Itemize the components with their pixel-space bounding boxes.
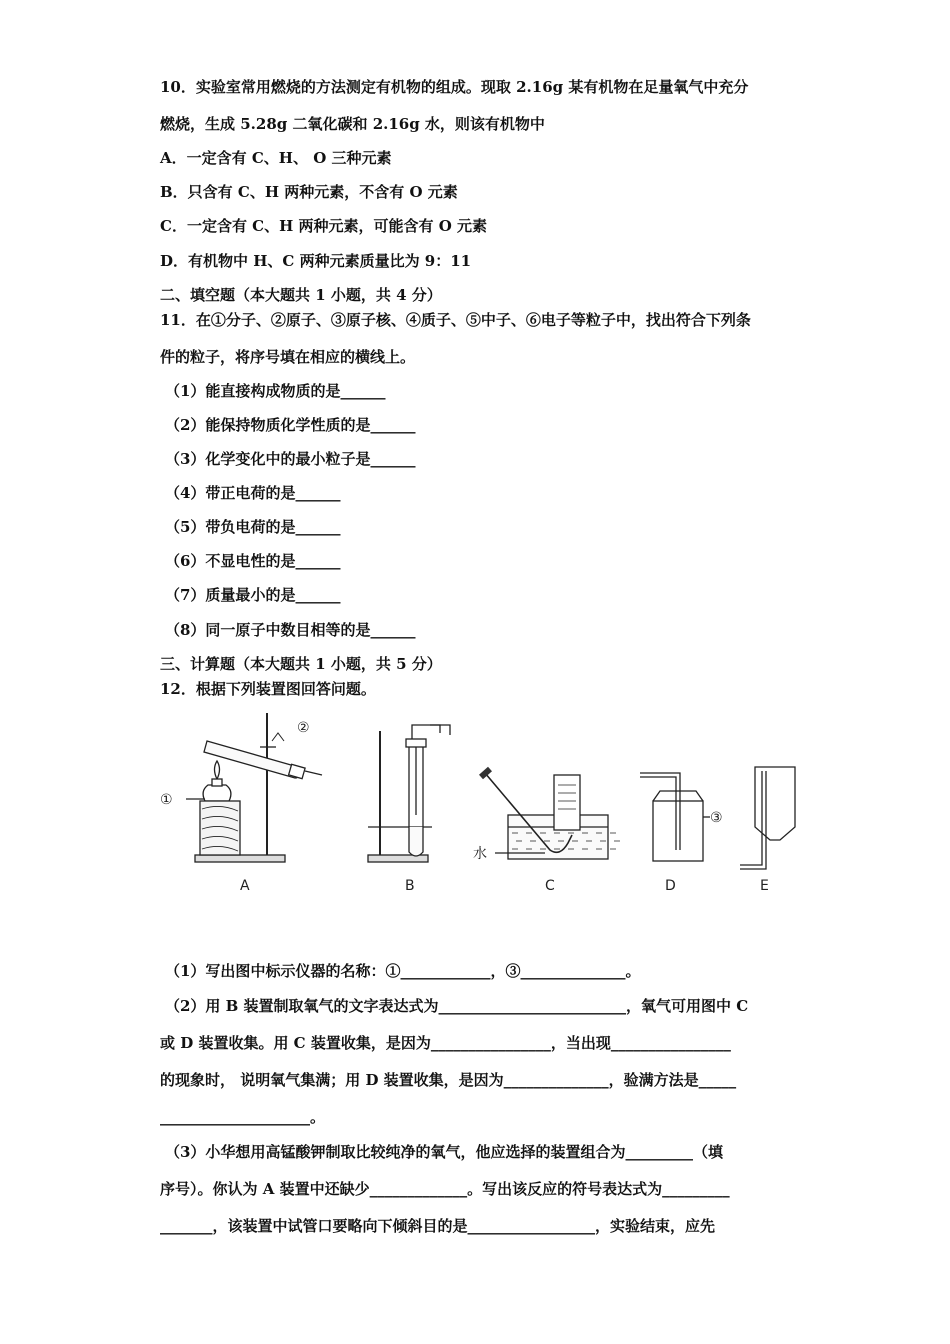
- leader-line: [305, 771, 322, 775]
- q11-item: （8）同一原子中数目相等的是______: [165, 621, 416, 639]
- q12-part2-line4: ____________________。: [160, 1108, 326, 1126]
- section3-heading: 三、计算题（本大题共 1 小题，共 5 分）: [160, 655, 442, 673]
- apparatus-figure: [150, 705, 810, 900]
- q12-part3-line1: （3）小华想用高锰酸钾制取比较纯净的氧气，他应选择的装置组合为_________（填: [165, 1143, 723, 1161]
- label-d: D: [665, 878, 676, 894]
- apparatus-b: [368, 725, 450, 862]
- q11-item: （5）带负电荷的是______: [165, 518, 341, 536]
- q12-title: 12．根据下列装置图回答问题。: [160, 680, 376, 698]
- q12-part3-line2: 序号）。你认为 A 装置中还缺少_____________。写出该反应的符号表达式为_________: [160, 1180, 730, 1198]
- q12-part2-line3: 的现象时， 说明氧气集满；用 D 装置收集，是因为______________，验满方法是_____: [160, 1071, 737, 1089]
- q10-option-a: A．一定含有 C、H、 O 三种元素: [160, 149, 392, 167]
- apparatus-c: [481, 769, 620, 859]
- marker-2: ②: [297, 720, 310, 736]
- q10-option-b: B．只含有 C、H 两种元素，不含有 O 元素: [160, 183, 458, 201]
- label-e: E: [760, 878, 769, 894]
- q12-part2-line2: 或 D 装置收集。用 C 装置收集，是因为________________，当出现________________: [160, 1034, 731, 1052]
- marker-3: ③: [710, 810, 723, 826]
- apparatus-e: [740, 767, 795, 869]
- label-b: B: [405, 878, 415, 894]
- q11-stem-line1: 11．在①分子、②原子、③原子核、④质子、⑤中子、⑥电子等粒子中，找出符合下列条: [160, 311, 751, 329]
- label-a: A: [240, 878, 250, 894]
- q12-part3-line3: _______，该装置中试管口要略向下倾斜目的是_________________，实验结束，应先: [160, 1217, 716, 1235]
- q12-part2-line1: （2）用 B 装置制取氧气的文字表达式为_________________________，氧气可用图中 C: [165, 997, 749, 1015]
- q11-item: （2）能保持物质化学性质的是______: [165, 416, 416, 434]
- q11-stem-line2: 件的粒子，将序号填在相应的横线上。: [160, 348, 416, 366]
- q11-item: （4）带正电荷的是______: [165, 484, 341, 502]
- q10-option-c: C．一定含有 C、H 两种元素，可能含有 O 元素: [160, 217, 488, 235]
- q11-item: （3）化学变化中的最小粒子是______: [165, 450, 416, 468]
- q11-item: （6）不显电性的是______: [165, 552, 341, 570]
- water-label: 水: [473, 846, 487, 862]
- q11-item: （7）质量最小的是______: [165, 586, 341, 604]
- marker-1: ①: [160, 792, 173, 808]
- gas-jar: [554, 775, 580, 830]
- q10-option-d: D．有机物中 H、C 两种元素质量比为 9：11: [160, 252, 472, 270]
- alcohol-lamp: [203, 785, 231, 801]
- q10-stem-line1: 10．实验室常用燃烧的方法测定有机物的组成。现取 2.16g 某有机物在足量氧气中充分: [160, 78, 749, 96]
- q10-stem-line2: 燃烧，生成 5.28g 二氧化碳和 2.16g 水，则该有机物中: [160, 115, 545, 133]
- section2-heading: 二、填空题（本大题共 1 小题，共 4 分）: [160, 286, 442, 304]
- q11-item: （1）能直接构成物质的是______: [165, 382, 386, 400]
- q12-part1: （1）写出图中标示仪器的名称：①____________，③______________。: [165, 962, 641, 980]
- apparatus-d: [640, 773, 710, 861]
- label-c: C: [545, 878, 555, 894]
